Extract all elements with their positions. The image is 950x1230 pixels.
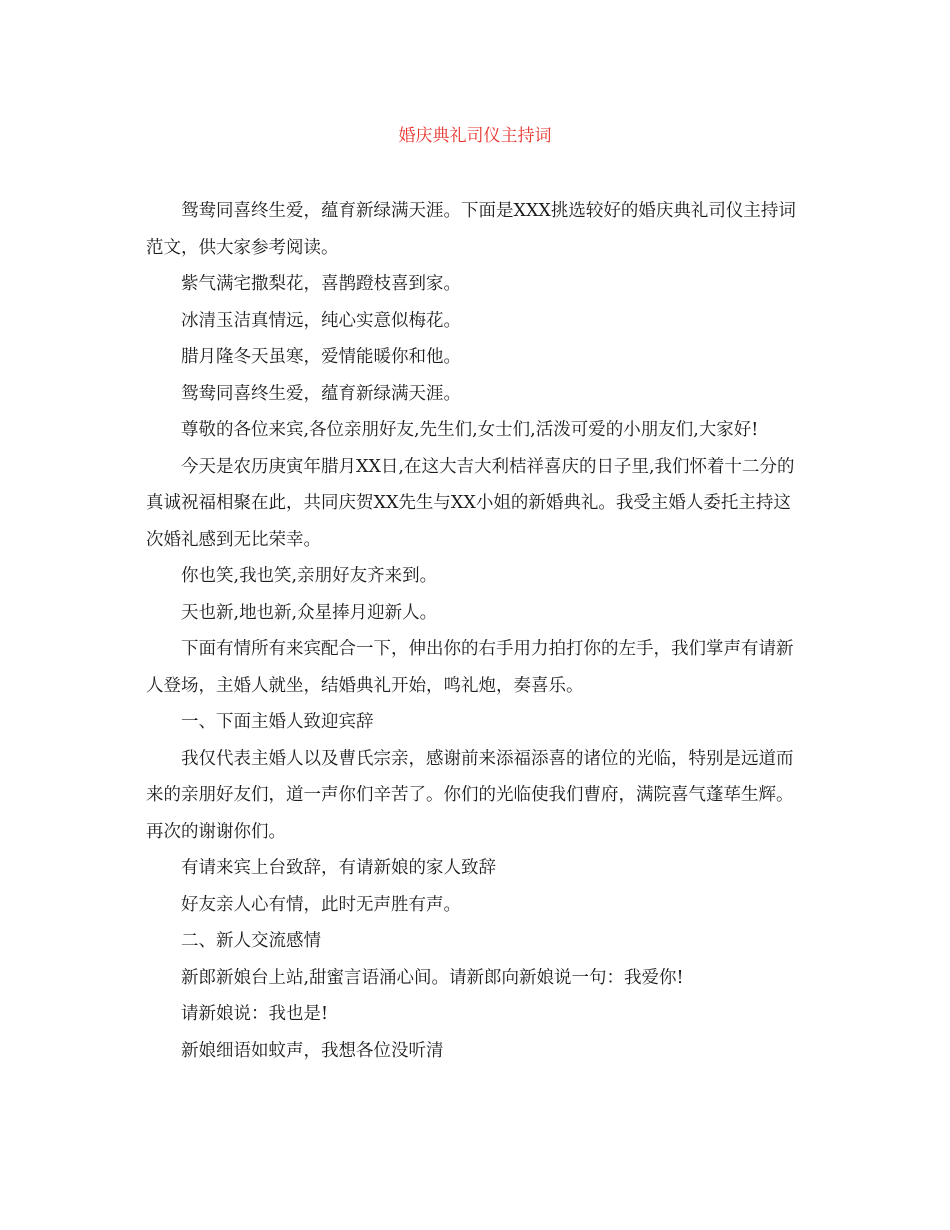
paragraph: 新郎新娘台上站,甜蜜言语涌心间。请新郎向新娘说一句：我爱你! <box>181 967 684 988</box>
section-heading: 一、下面主婚人致迎宾辞 <box>181 712 374 732</box>
paragraph: 尊敬的各位来宾,各位亲朋好友,先生们,女士们,活泼可爱的小朋友们,大家好! <box>181 420 759 440</box>
paragraph: 有请来宾上台致辞，有请新娘的家人致辞 <box>181 858 496 878</box>
document-title: 婚庆典礼司仪主持词 <box>398 126 552 146</box>
paragraph: 鸳鸯同喜终生爱，蕴育新绿满天涯。下面是XXX挑选较好的婚庆典礼司仪主持词范文，供大家参考阅读。 <box>146 201 796 258</box>
paragraph: 新娘细语如蚊声，我想各位没听清 <box>181 1040 444 1061</box>
paragraph: 天也新,地也新,众星捧月迎新人。 <box>181 602 438 623</box>
document-body <box>146 193 806 1069</box>
paragraph: 鸳鸯同喜终生爱，蕴育新绿满天涯。 <box>181 383 461 404</box>
paragraph: 我仅代表主婚人以及曹氏宗亲，感谢前来添福添喜的诸位的光临，特别是远道而来的亲朋好友们，道一声你们辛苦了。你们的光临使我们曹府，满院喜气蓬荜生辉。再次的谢谢你们。 <box>146 748 794 842</box>
paragraph: 好友亲人心有情，此时无声胜有声。 <box>181 894 461 915</box>
paragraph: 紫气满宅撒梨花，喜鹊蹬枝喜到家。 <box>181 274 461 294</box>
paragraph: 腊月隆冬天虽寒，爱情能暖你和他。 <box>181 347 461 367</box>
paragraph: 冰清玉洁真情远，纯心实意似梅花。 <box>181 310 461 331</box>
section-heading: 二、新人交流感情 <box>181 931 321 951</box>
paragraph: 你也笑,我也笑,亲朋好友齐来到。 <box>181 566 438 586</box>
paragraph: 下面有情所有来宾配合一下，伸出你的右手用力拍打你的左手，我们掌声有请新人登场，主婚人就坐，结婚典礼开始，鸣礼炮，奏喜乐。 <box>146 639 794 696</box>
paragraph: 今天是农历庚寅年腊月XX日,在这大吉大利桔祥喜庆的日子里,我们怀着十二分的真诚祝福相聚在此，共同庆贺XX先生与XX小姐的新婚典礼。我受主婚人委托主持这次婚礼感到无比荣幸。 <box>146 456 795 550</box>
paragraph: 请新娘说：我也是! <box>181 1004 329 1024</box>
